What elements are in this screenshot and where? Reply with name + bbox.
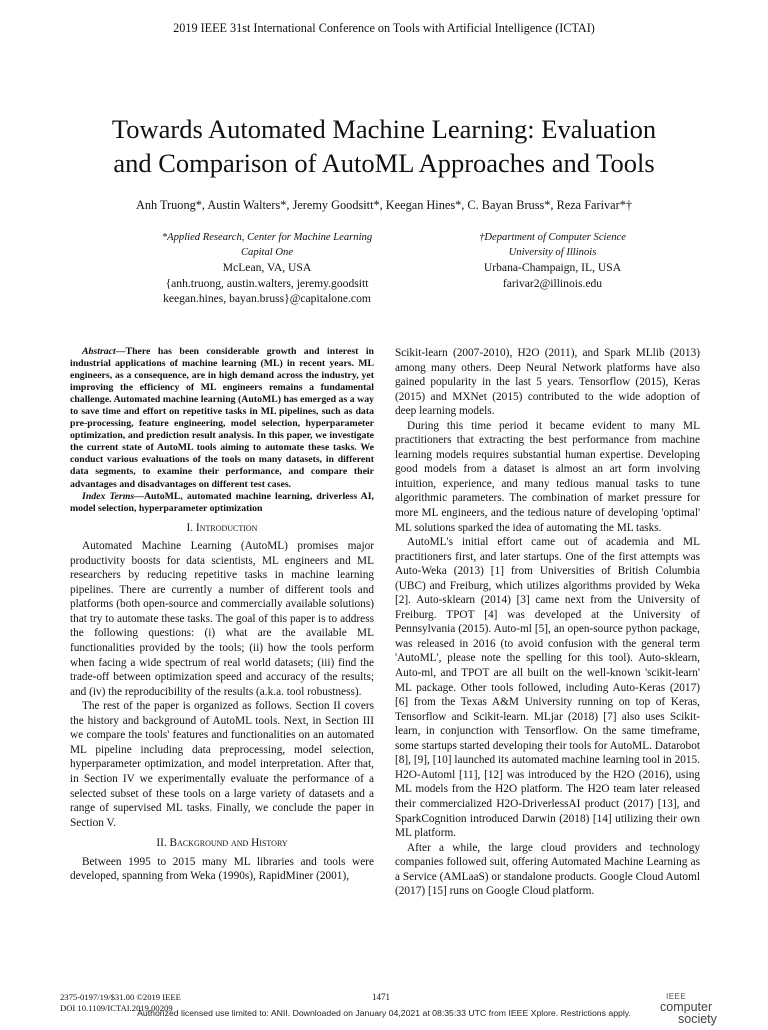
- issn-line: 2375-0197/19/$31.00 ©2019 IEEE: [60, 992, 181, 1002]
- affiliation-dept: *Applied Research, Center for Machine Learning: [161, 232, 373, 243]
- paragraph: AutoML's initial effort came out of academia and ML practitioners first, and later startups. One of the first attempts was Auto-Weka (2013) [1] from Universities of British Columbia (UBC) and Freiburg, which utilizes algorithms provided by Weka [2]. Auto-sklearn (2014) [3] came next from the University of Freiburg. TPOT [4] was developed at the University of Pennsylvania (2015). Auto-ml [5], an open-source python package, was released in 2016 (to avoid confusion with the general term 'AutoML', please note the spelling for this tool). Auto-sklearn, Auto-ml, and TPOT are all built on the well-known 'scikit-learn' ML package. Other tools followed, including Auto-Keras (2017) [6] from the Texas A&M University running on top of Keras, Tensorflow and Scikit-learn. MLjar (2018) [7] also uses Scikit-learn, in conjunction with Tensorflow. On the same timeframe, some startups started developing their tools for AutoML. Datarobot [8], [9], [10] launched its automated machine learning tool in 2015. H2O-Automl [11], [12] was introduced by the H2O (2016), using ML models from the H2O platform. The H2O team later released their commercialized H2O-DriverlessAI product (2017) [13], and SparkCognition introduced Darwin (2018) [14] utilizing their own ML platform.: [395, 536, 700, 840]
- right-column: [395, 346, 700, 899]
- paragraph: Between 1995 to 2015 many ML libraries and tools were developed, spanning from Weka (1990s), RapidMiner (2001),: [70, 855, 374, 883]
- affiliation-org: University of Illinois: [508, 247, 597, 259]
- affiliation-illinois: [420, 230, 685, 291]
- affiliation-org: Capital One: [240, 247, 294, 259]
- logo-ieee-text: IEEE: [666, 992, 687, 1001]
- author-list: Anh Truong*, Austin Walters*, Jeremy Goodsitt*, Keegan Hines*, C. Bayan Bruss*, Reza Farivar*†: [135, 198, 633, 212]
- page-number: 1471: [372, 992, 390, 1002]
- paragraph: During this time period it became evident to many ML practitioners that extracting the best performance from machine learning models requires substantial human expertise. Developing good models from a dataset is almost an art form involving intuition, experience, and many tedious manual tasks to tune algorithmic parameters. The combination of market pressure for more ML engineers, and the tedious nature of developing 'optimal' ML solutions sparked the idea of automating the ML tasks.: [395, 419, 700, 534]
- affiliation-emails-2: keegan.hines, bayan.bruss}@capitalone.com: [163, 291, 371, 305]
- affiliation-capital-one: [92, 230, 442, 306]
- index-terms-label: Index Terms: [82, 490, 135, 502]
- abstract-label: Abstract: [82, 346, 116, 357]
- paragraph: The rest of the paper is organized as follows. Section II covers the history and background of AutoML tools. Next, in Section III we compare the tools' features and functionalities on an automated ML pipeline including data preprocessing, model selection, hyperparameter optimization, and model interpretation. After that, in Section IV we experimentally evaluate the performance of a selected subset of these tools on a large variety of datasets and a range of supervised ML tasks. Finally, we conclude the paper in Section V.: [70, 700, 374, 829]
- doi-line: DOI 10.1109/ICTAI.2019.00209: [60, 1002, 173, 1013]
- title-line-2: and Comparison of AutoML Approaches and Tools: [113, 148, 655, 178]
- affiliation-emails-1: {anh.truong, austin.walters, jeremy.goodsitt: [165, 276, 369, 290]
- index-terms: [70, 491, 374, 515]
- abstract: [70, 346, 374, 491]
- section-heading-background: II. Background and History: [156, 837, 288, 850]
- left-column: [70, 346, 374, 884]
- section-heading-introduction: I. Introduction: [186, 521, 258, 534]
- conference-header: 2019 IEEE 31st International Conference on Tools with Artificial Intelligence (ICTAI): [173, 21, 595, 35]
- license-notice: Authorized licensed use limited to: ANII. Downloaded on January 04,2021 at 08:35:33 UTC from IEEE Xplore. Restrictions apply.: [137, 1008, 631, 1018]
- paragraph: Scikit-learn (2007-2010), H2O (2011), and Spark MLlib (2013) among many others. Deep Neural Network platforms have also gained popularity in the last 5 years. Tensorflow (2015), Keras (2015) and MXNet (2015) contributed to the wide adoption of deep learning models.: [395, 347, 700, 418]
- paragraph: Automated Machine Learning (AutoML) promises major productivity boosts for data scientists, ML engineers and ML researchers by reducing repetitive tasks in machine learning pipelines. There are currently a number of different tools and platforms (both open-source and commercially available solutions) that try to automate these tasks. The goal of this paper is to address the following questions: (i) what are the available ML functionalities provided by the tools; (ii) how the tools perform when facing a wide spectrum of real world datasets; (iii) find the trade-off between optimization speed and accuracy of the results; and (iv) the reproducibility of the results (a.k.a. tool robustness).: [70, 540, 374, 698]
- index-terms-text: —AutoML, automated machine learning, driverless AI, model selection, hyperparameter optimization: [70, 490, 374, 514]
- paragraph: After a while, the large cloud providers and technology companies followed suit, offering Automated Machine Learning as a Service (AMLaaS) or standalone products. Google Cloud Automl (2017) [15] runs on Google Cloud platform.: [395, 841, 700, 898]
- affiliation-location: Urbana-Champaign, IL, USA: [483, 261, 622, 275]
- affiliation-location: McLean, VA, USA: [222, 261, 312, 275]
- affiliation-dept: †Department of Computer Science: [479, 232, 626, 243]
- logo-computer-text: computer: [660, 1000, 713, 1014]
- logo-society-text: society: [678, 1012, 717, 1026]
- title-line-1: Towards Automated Machine Learning: Evaluation: [111, 114, 657, 144]
- abstract-text: —There has been considerable growth and interest in industrial applications of machine learning (ML) in recent years. ML engineers, as a consequence, are in high demand across the industry, yet improving the efficiency of ML engineers remains a fundamental challenge. Automated machine learning (AutoML) has emerged as a way to save time and effort on repetitive tasks in ML pipelines, such as data pre-processing, feature engineering, model selection, hyperparameter optimization, and prediction result analysis. In this paper, we investigate the current state of AutoML tools aiming to automate these tasks. We conduct various evaluations of the tools on many datasets, in different data segments, to examine their performance, and compare their advantages and disadvantages on different test cases.: [70, 346, 374, 490]
- affiliation-email: farivar2@illinois.edu: [502, 276, 603, 290]
- paper-title: [40, 112, 728, 180]
